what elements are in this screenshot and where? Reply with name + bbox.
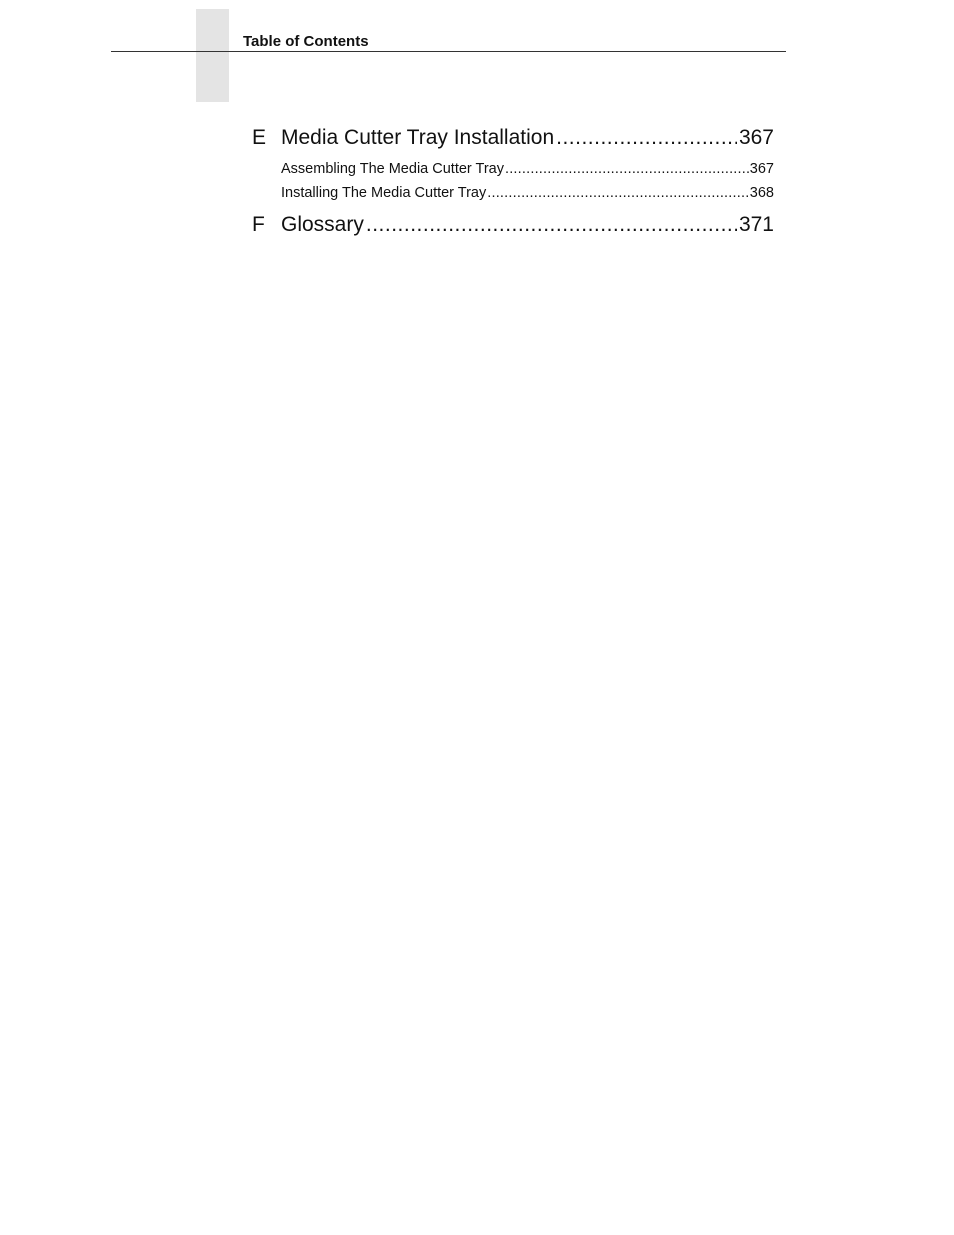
toc-section[interactable] <box>252 159 774 183</box>
dot-leader <box>366 211 737 239</box>
header-rule <box>111 51 786 52</box>
chapter-letter: E <box>252 126 267 149</box>
toc-sections-e <box>252 159 774 207</box>
dot-leader <box>556 124 737 152</box>
dot-leader <box>505 159 749 179</box>
section-page-number: 367 <box>749 161 774 177</box>
table-of-contents <box>252 124 774 239</box>
chapter-letter: F <box>252 213 265 236</box>
section-title: Installing The Media Cutter Tray <box>281 185 487 201</box>
chapter-entry <box>281 124 774 152</box>
chapter-title: Media Cutter Tray Installation <box>281 126 555 149</box>
chapter-title: Glossary <box>281 213 364 236</box>
running-header-title: Table of Contents <box>243 33 369 50</box>
chapter-entry <box>281 211 774 239</box>
chapter-page-number: 367 <box>738 126 774 149</box>
toc-chapter-e[interactable] <box>252 124 774 152</box>
section-page-number: 368 <box>749 185 774 201</box>
section-entry <box>281 159 774 179</box>
toc-chapter-f[interactable] <box>252 211 774 239</box>
toc-section[interactable] <box>252 183 774 207</box>
dot-leader <box>487 183 749 203</box>
section-entry <box>281 183 774 203</box>
section-title: Assembling The Media Cutter Tray <box>281 161 504 177</box>
chapter-page-number: 371 <box>738 213 774 236</box>
chapter-side-tab <box>196 9 229 102</box>
